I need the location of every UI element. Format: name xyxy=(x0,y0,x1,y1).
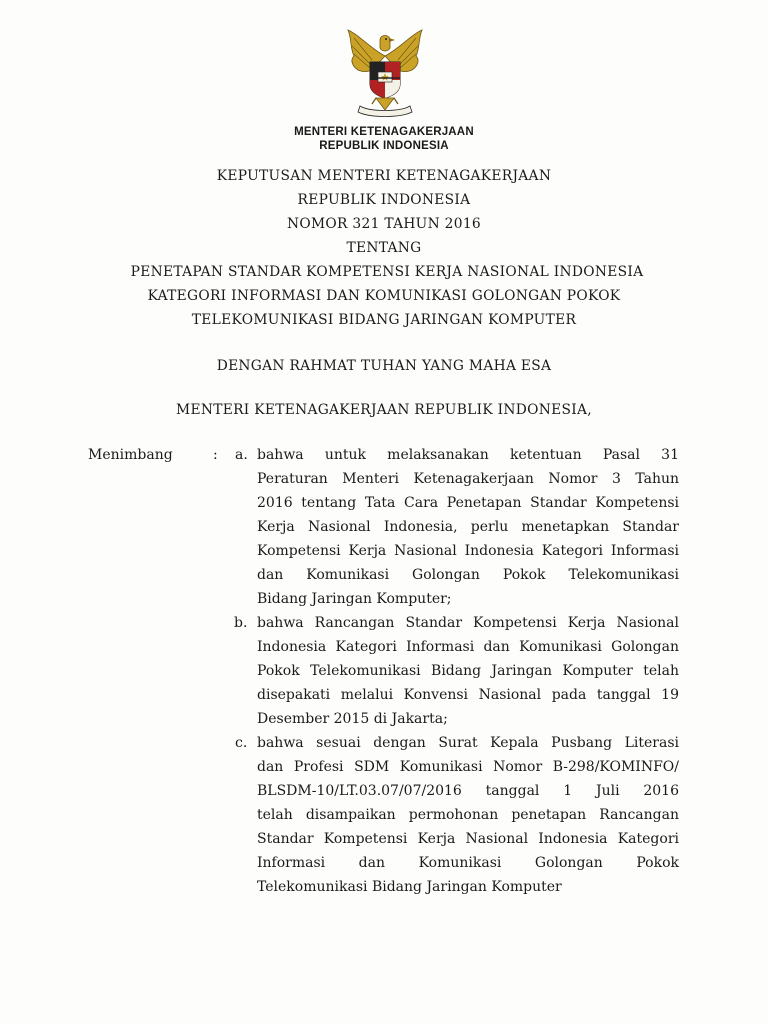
invocation: DENGAN RAHMAT TUHAN YANG MAHA ESA xyxy=(216,358,552,374)
paragraph-line: bahwa Rancangan Standar Kompetensi Kerja Nasional xyxy=(257,615,679,631)
paragraph-line: Kerja Nasional Indonesia, perlu menetapkan Standar xyxy=(257,519,679,535)
decree-subject-line: PENETAPAN STANDAR KOMPETENSI KERJA NASIONAL INDONESIA xyxy=(130,264,644,280)
paragraph-line: 2016 tentang Tata Cara Penetapan Standar Kompetensi xyxy=(257,495,679,511)
paragraph-line: dan Profesi SDM Komunikasi Nomor B-298/KOMINFO/ xyxy=(257,759,679,775)
paragraph-line: disepakati melalui Konvensi Nasional pada tanggal 19 xyxy=(257,687,679,703)
item-marker: b. xyxy=(234,615,248,631)
paragraph-line: Informasi dan Komunikasi Golongan Pokok xyxy=(257,855,679,871)
decree-title-country: REPUBLIK INDONESIA xyxy=(297,192,471,208)
ministry-name: MENTERI KETENAGAKERJAAN xyxy=(294,126,474,138)
decree-tentang: TENTANG xyxy=(346,240,422,256)
paragraph-line: Indonesia Kategori Informasi dan Komunikasi Golongan xyxy=(257,639,679,655)
item-marker: a. xyxy=(235,447,248,463)
paragraph-line: telah disampaikan permohonan penetapan Rancangan xyxy=(257,807,679,823)
decree-subject-line: KATEGORI INFORMASI DAN KOMUNIKASI GOLONGAN POKOK xyxy=(147,288,621,304)
paragraph-line: Pokok Telekomunikasi Bidang Jaringan Komputer telah xyxy=(257,663,679,679)
paragraph-line: Kompetensi Kerja Nasional Indonesia Kategori Informasi xyxy=(257,543,679,559)
decree-title: KEPUTUSAN MENTERI KETENAGAKERJAAN xyxy=(216,168,552,184)
paragraph-line: BLSDM-10/LT.03.07/07/2016 tanggal 1 Juli 2016 xyxy=(257,783,679,799)
paragraph-line: Telekomunikasi Bidang Jaringan Komputer xyxy=(257,879,562,895)
paragraph-line: bahwa sesuai dengan Surat Kepala Pusbang Literasi xyxy=(257,735,679,751)
paragraph-line: Peraturan Menteri Ketenagakerjaan Nomor 3 Tahun xyxy=(257,471,679,487)
issuer-line: MENTERI KETENAGAKERJAAN REPUBLIK INDONESIA, xyxy=(176,402,592,418)
paragraph-line: Standar Kompetensi Kerja Nasional Indonesia Kategori xyxy=(257,831,679,847)
decree-number: NOMOR 321 TAHUN 2016 xyxy=(287,216,481,232)
garuda-emblem-icon xyxy=(340,26,430,118)
paragraph-line: Desember 2015 di Jakarta; xyxy=(257,711,448,727)
decree-subject-line: TELEKOMUNIKASI BIDANG JARINGAN KOMPUTER xyxy=(191,312,577,328)
item-marker: c. xyxy=(235,735,248,751)
paragraph-line: bahwa untuk melaksanakan ketentuan Pasal 31 xyxy=(257,447,679,463)
ministry-country: REPUBLIK INDONESIA xyxy=(319,140,449,152)
paragraph-line: dan Komunikasi Golongan Pokok Telekomunikasi xyxy=(257,567,679,583)
paragraph-line: Bidang Jaringan Komputer; xyxy=(257,591,452,607)
considerations-colon: : xyxy=(213,447,218,463)
considerations-label: Menimbang xyxy=(88,447,173,463)
